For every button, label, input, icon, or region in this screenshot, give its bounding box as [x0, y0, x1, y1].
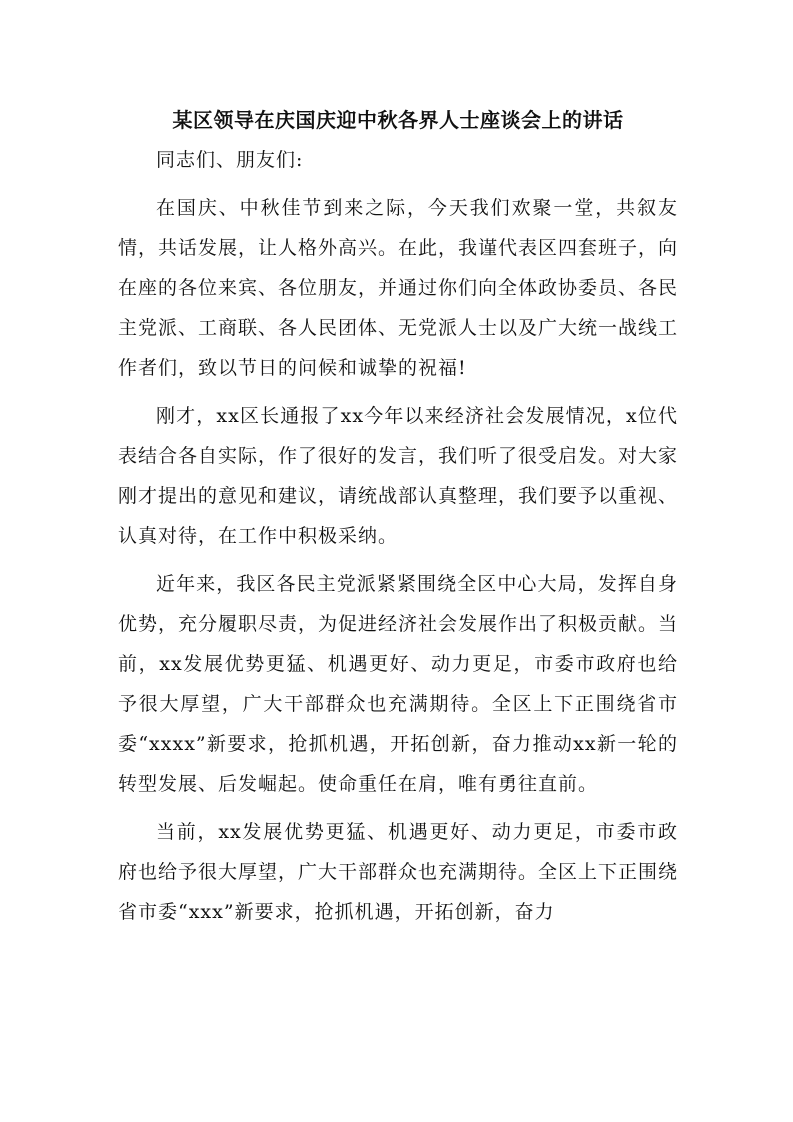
- paragraph-3: 近年来，我区各民主党派紧紧围绕全区中心大局，发挥自身优势，充分履职尽责，为促进经济社会发展作出了积极贡献。当前，xx发展优势更猛、机遇更好、动力更足，市委市政府也给予很大厚望，广大干部群众也充满期待。全区上下正围绕省市委“xxxx”新要求，抢抓机遇，开拓创新，奋力推动xx新一轮的转型发展、后发崛起。使命重任在肩，唯有勇往直前。: [118, 573, 679, 795]
- paragraph-1: 在国庆、中秋佳节到来之际，今天我们欢聚一堂，共叙友情，共话发展，让人格外高兴。在此，我谨代表区四套班子，向在座的各位来宾、各位朋友，并通过你们向全体政协委员、各民主党派、工商联、各人民团体、无党派人士以及广大统一战线工作者们，致以节日的问候和诚挚的祝福!: [118, 197, 679, 379]
- paragraph-4: 当前，xx发展优势更猛、机遇更好、动力更足，市委市政府也给予很大厚望，广大干部群众也充满期待。全区上下正围绕省市委“xxx”新要求，抢抓机遇，开拓创新，奋力: [118, 821, 679, 923]
- paragraph-2: 刚才，xx区长通报了xx今年以来经济社会发展情况，x位代表结合各自实际，作了很好的发言，我们听了很受启发。对大家刚才提出的意见和建议，请统战部认真整理，我们要予以重视、认真对待，在工作中积极采纳。: [118, 405, 679, 547]
- document-page: [118, 100, 678, 932]
- document-title: 某区领导在庆国庆迎中秋各界人士座谈会上的讲话: [172, 108, 624, 132]
- salutation: 同志们、朋友们:: [156, 149, 304, 171]
